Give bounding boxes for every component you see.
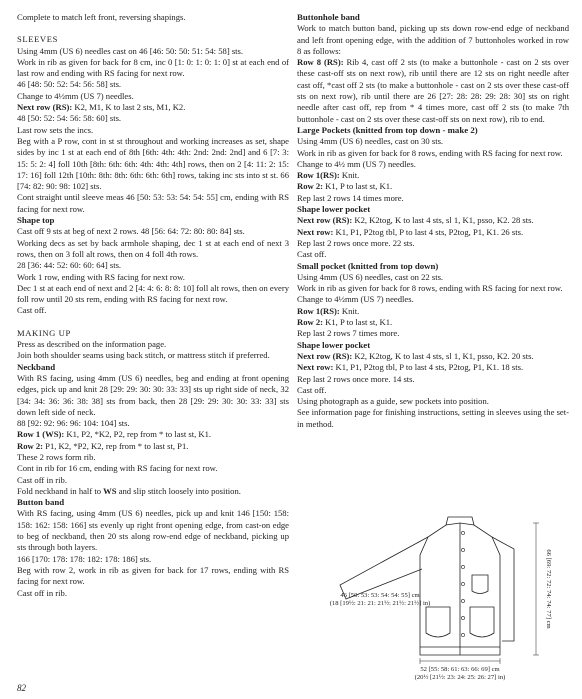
neckband-fold-c: and slip stitch loosely into position. — [116, 485, 241, 496]
body-length: 66 [69: 72: 72: 74: 74: 77] cm — [545, 549, 552, 629]
small-pocket-change: Change to 4½mm (US 7) needles. — [297, 294, 414, 305]
final-sew-pockets: Using photograph as a guide, sew pockets into position. — [297, 396, 489, 407]
large-pocket-cast-on: Using 4mm (US 6) needles, cast on 30 sts. — [297, 136, 444, 147]
row-2-text: P1, K2, *P2, K2, rep from * to last st, P1. — [43, 440, 189, 451]
cardigan-outline — [340, 517, 514, 655]
sleeves-count-2: 48 [50: 52: 54: 56: 58: 60] sts. — [17, 113, 122, 124]
page-number: 82 — [17, 683, 26, 693]
sp-row-1-text: Knit. — [339, 305, 360, 316]
shape-top-count: 28 [36: 44: 52: 60: 60: 64] sts. — [17, 260, 122, 271]
small-pocket-cast-on: Using 4mm (US 6) needles, cast on 22 sts. — [297, 271, 444, 282]
sslp-next-2-text: K1, P1, P2tog tbl, P to last 4 sts, P2tog, P1, K1. 18 sts. — [333, 362, 524, 373]
button-band-count: 166 [170: 178: 178: 182: 178: 186] sts. — [17, 553, 152, 564]
body-width-cm: 52 [55: 58: 61: 63: 66: 69] cm — [420, 666, 500, 673]
sslp-next-2-label: Next row: — [297, 362, 334, 373]
sslp-next-row-1 — [297, 351, 569, 362]
sleeves-change-needles: Change to 4½mm (US 7) needles. — [17, 90, 134, 101]
sleeves-next-row — [17, 102, 289, 113]
sleeve-length-cm: 46 [50: 53: 53: 54: 54: 55] cm — [340, 592, 420, 599]
shape-top-decs: Working decs as set by back armhole shaping, dec 1 st at each end of next 3 rows, then on 3 foll alt rows, then on 4 foll 4th rows. — [17, 237, 289, 259]
making-up-press: Press as described on the information page. — [17, 339, 167, 350]
row-1-text: K1, P2, *K2, P2, rep from * to last st, K1. — [64, 429, 212, 440]
sleeves-incs: Last row sets the incs. — [17, 124, 94, 135]
slp-cast-off: Cast off. — [297, 249, 327, 260]
body-width-in: (20½ [21½: 23: 24: 25: 26: 27] in) — [414, 674, 506, 681]
large-pockets-heading: Large Pockets (knitted from top down - make 2) — [297, 124, 478, 135]
large-pocket-row-2 — [297, 181, 569, 192]
buttonhole-row-8 — [297, 57, 569, 125]
shape-top-cast-off: Cast off 9 sts at beg of next 2 rows. 48 [56: 64: 72: 80: 80: 84] sts. — [17, 226, 245, 237]
sp-row-2-text: K1, P to last st, K1. — [323, 317, 393, 328]
slp-next-row-1 — [297, 215, 569, 226]
width-dimension — [420, 658, 500, 664]
slp-rep: Rep last 2 rows once more. 22 sts. — [297, 237, 415, 248]
row-8-label: Row 8 (RS): — [297, 57, 344, 68]
small-shape-lower-heading: Shape lower pocket — [297, 339, 371, 350]
small-pocket-rep: Rep last 2 rows 7 times more. — [297, 328, 400, 339]
sp-row-1-label: Row 1(RS): — [297, 305, 340, 316]
lp-row-1-label: Row 1(RS): — [297, 170, 340, 181]
garment-diagram — [318, 515, 568, 683]
small-pocket-row-2 — [297, 317, 569, 328]
final-finishing: See information page for finishing instructions, setting in sleeves using the set-in method. — [297, 407, 569, 429]
right-column — [297, 12, 569, 430]
sslp-next-row-2 — [297, 362, 569, 373]
next-row-text: K2, M1, K to last 2 sts, M1, K2. — [72, 102, 186, 113]
large-pocket-rep: Rep last 2 rows 14 times more. — [297, 192, 404, 203]
neckband-count: 88 [92: 92: 96: 96: 104: 104] sts. — [17, 418, 130, 429]
shape-lower-pocket-heading: Shape lower pocket — [297, 204, 371, 215]
neckband-row-1 — [17, 429, 289, 440]
lp-row-2-label: Row 2: — [297, 181, 324, 192]
shape-top-work-row: Work 1 row, ending with RS facing for next row. — [17, 271, 185, 282]
shape-top-heading: Shape top — [17, 215, 55, 226]
shape-top-dec: Dec 1 st at each end of next and 2 [4: 4: 6: 8: 8: 10] foll alt rows, then on every foll row until 20 sts rem, ending with RS facing for next row. — [17, 282, 289, 305]
small-pocket-rib: Work in rib as given for back for 8 rows, ending with RS facing for next row. — [297, 283, 563, 294]
small-pocket-heading: Small pocket (knitted from top down) — [297, 260, 439, 271]
length-dimension — [533, 523, 539, 655]
neckband-cast-off: Cast off in rib. — [17, 474, 67, 485]
buttonhole-band-heading: Buttonhole band — [297, 12, 360, 22]
pocket-left — [426, 607, 450, 637]
sslp-next-1-text: K2, K2tog, K to last 4 sts, sl 1, K1, psso, K2. 20 sts. — [352, 350, 534, 361]
button-band-pickup: With RS facing, using 4mm (US 6) needles, pick up and knit 146 [150: 158: 158: 162: 158: 166] sts evenly up right front opening edge, from cast-on edge to beg of neckband, then 20 sts along row-end edge of neckband, picking up sts through both layers. — [17, 508, 289, 553]
sleeves-count-1: 46 [48: 50: 52: 54: 56: 58] sts. — [17, 79, 122, 90]
pocket-small — [472, 575, 488, 594]
sslp-cast-off: Cast off. — [297, 384, 327, 395]
sleeve-length-in: (18 [19½: 21: 21: 21½: 21½: 21½] in) — [329, 600, 431, 607]
lp-row-2-text: K1, P to last st, K1. — [323, 181, 393, 192]
sleeves-cont-straight: Cont straight until sleeve meas 46 [50: 53: 53: 54: 54: 55] cm, ending with RS facing for next row. — [17, 192, 289, 214]
buttons — [461, 531, 464, 636]
intro-text: Complete to match left front, reversing shapings. — [17, 12, 186, 22]
button-band-cast-off: Cast off in rib. — [17, 587, 67, 598]
sslp-rep: Rep last 2 rows once more. 14 sts. — [297, 373, 415, 384]
button-band-heading: Button band — [17, 497, 65, 508]
slp-next-row-2 — [297, 227, 569, 238]
large-pocket-rib: Work in rib as given for back for 8 rows, ending with RS facing for next row. — [297, 147, 563, 158]
sleeves-shape-sides: Beg with a P row, cont in st st throughout and working increases as set, shape sides by inc 1 st at each end of 8th [6th: 4th: 4th: 2nd: 2nd: 2nd] and 6 [7: 3: 15: 5: 2: 4] foll 10th [8th: 6th: 6th: 4th: 4th: 4th] rows, then on 2 [4: 11: 2: 15: 17: 16] foll 12th [10th: 8th: 8th: 6th: 6th: 6th] rows, taking inc sts into st st. 66 [74: 82: 90: 98: 102] sts. — [17, 135, 289, 192]
large-pocket-row-1 — [297, 170, 569, 181]
slp-next-2-label: Next row: — [297, 226, 334, 237]
slp-next-1-label: Next row (RS): — [297, 215, 353, 226]
neckband-pickup: With RS facing, using 4mm (US 6) needles, beg and ending at front opening edges, pick up and knit 28 [29: 29: 30: 30: 33: 33] sts up right side of neck, 32 [34: 34: 36: 36: 38: 38] sts from back, then 28 [29: 29: 30: 30: 33: 33] sts down left side of neck. — [17, 372, 289, 417]
row-1-label: Row 1 (WS): — [17, 429, 65, 440]
making-up-join: Join both shoulder seams using back stitch, or mattress stitch if preferred. — [17, 350, 270, 361]
neckband-row-2 — [17, 441, 289, 452]
neckband-rib-form: These 2 rows form rib. — [17, 451, 96, 462]
neckband-heading: Neckband — [17, 361, 56, 372]
sleeves-heading: SLEEVES — [17, 34, 58, 45]
neckband-cont: Cont in rib for 16 cm, ending with RS facing for next row. — [17, 463, 218, 474]
sleeves-cast-on: Using 4mm (US 6) needles cast on 46 [46: 50: 50: 51: 54: 58] sts. — [17, 45, 244, 56]
small-pocket-row-1 — [297, 306, 569, 317]
left-column — [17, 12, 289, 599]
large-pocket-change: Change to 4½ mm (US 7) needles. — [297, 158, 416, 169]
pocket-right — [470, 607, 494, 637]
lp-row-1-text: Knit. — [339, 170, 360, 181]
shape-top-final: Cast off. — [17, 305, 47, 316]
row-8-text: Rib 4, cast off 2 sts (to make a buttonhole - cast on 2 sts over these cast-off sts on next row), rib until there are 12 sts on right needle after cast off, *cast off 2 sts (to make a buttonhole - cast on 2 sts over these cast-off sts on next row), rib until there are 26 [27: 28: 28: 29: 28: 30] sts on right needle after cast off, rep from * 4 times more, cast off 2 sts (to make 7th buttonhole - cast on 2 sts over these cast-off sts on next row), rib to end. — [297, 57, 570, 124]
making-up-heading: MAKING UP — [17, 327, 71, 338]
slp-next-2-text: K1, P1, P2tog tbl, P to last 4 sts, P2tog, P1, K1. 26 sts. — [333, 226, 524, 237]
buttonhole-band-intro: Work to match button band, picking up sts down row-end edge of neckband and left front opening edge, with the addition of 7 buttonholes worked in row 8 as follows: — [297, 23, 569, 56]
sslp-next-1-label: Next row (RS): — [297, 350, 353, 361]
sp-row-2-label: Row 2: — [297, 317, 324, 328]
right-sleeve-outline — [492, 537, 514, 641]
slp-next-1-text: K2, K2tog, K to last 4 sts, sl 1, K1, psso, K2. 28 sts. — [352, 215, 534, 226]
neckband-fold-ws: WS — [103, 485, 117, 496]
left-sleeve-outline — [340, 537, 428, 599]
sleeves-rib: Work in rib as given for back for 8 cm, inc 0 [1: 0: 1: 0: 1: 0] st at each end of last row and ending with RS facing for next row. — [17, 56, 289, 79]
button-band-rib: Beg with row 2, work in rib as given for back for 17 rows, ending with RS facing for next row. — [17, 564, 289, 587]
next-row-label: Next row (RS): — [17, 102, 73, 113]
neckband-fold-a: Fold neckband in half to — [17, 485, 104, 496]
row-2-label: Row 2: — [17, 440, 44, 451]
neckband-fold — [17, 486, 289, 497]
